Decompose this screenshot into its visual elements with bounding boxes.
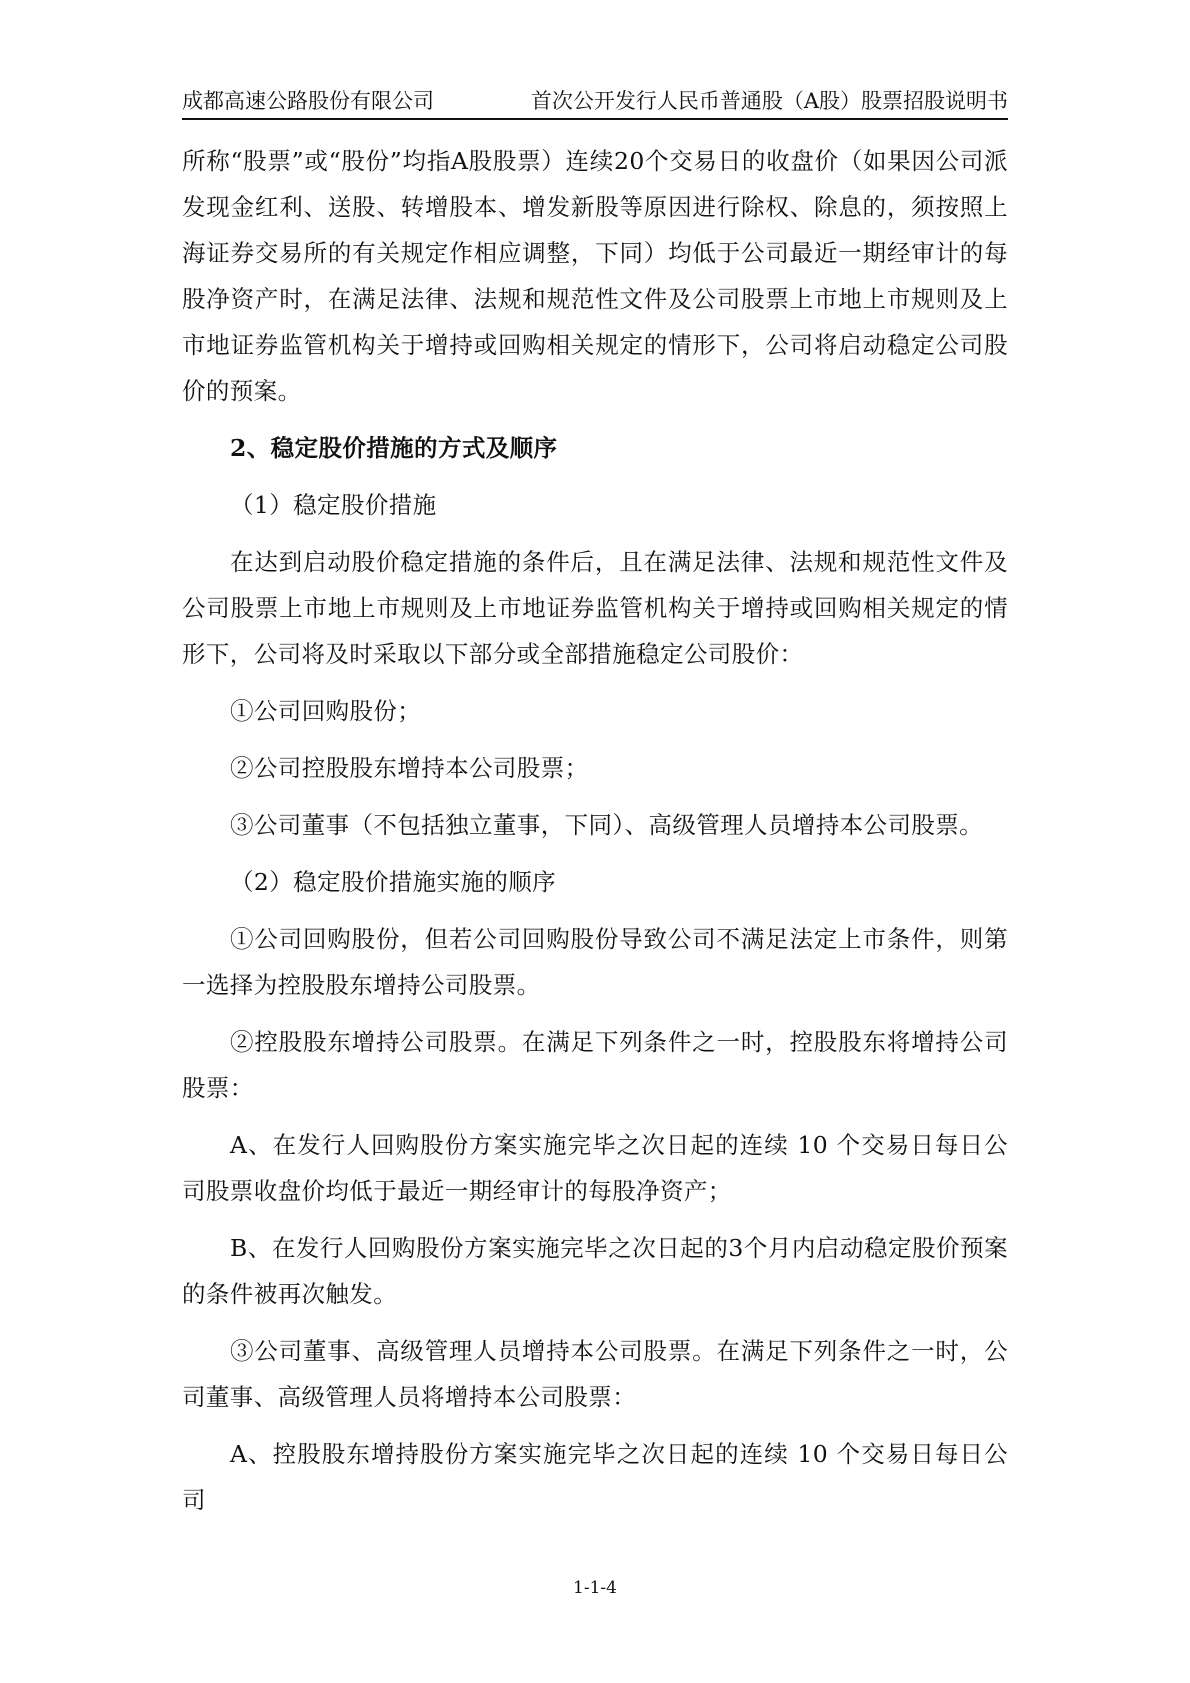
header-company-name: 成都高速公路股份有限公司: [182, 89, 434, 113]
document-body: [182, 138, 1008, 1534]
paragraph: 所称“股票”或“股份”均指A股股票）连续20个交易日的收盘价（如果因公司派发现金红利、送股、转增股本、增发新股等原因进行除权、除息的，须按照上海证券交易所的有关规定作相应调整，下同）均低于公司最近一期经审计的每股净资产时，在满足法律、法规和规范性文件及公司股票上市地上市规则及上市地证券监管机构关于增持或回购相关规定的情形下，公司将启动稳定公司股价的预案。: [182, 147, 1008, 405]
page-number: 1-1-4: [573, 1578, 617, 1598]
list-item: ①公司回购股份；: [230, 697, 422, 725]
paragraph: ①公司回购股份，但若公司回购股份导致公司不满足法定上市条件，则第一选择为控股股东增持公司股票。: [182, 925, 1008, 999]
condition-item: A、控股股东增持股份方案实施完毕之次日起的连续 10 个交易日每日公司: [182, 1440, 1008, 1514]
page-header: [182, 82, 1008, 120]
subsection-heading: （1）稳定股价措施: [230, 491, 437, 519]
paragraph: ③公司董事、高级管理人员增持本公司股票。在满足下列条件之一时，公司董事、高级管理人员将增持本公司股票：: [182, 1337, 1008, 1411]
paragraph: ②控股股东增持公司股票。在满足下列条件之一时，控股股东将增持公司股票：: [182, 1028, 1008, 1102]
list-item: ②公司控股股东增持本公司股票；: [230, 754, 589, 782]
header-document-title: 首次公开发行人民币普通股（A股）股票招股说明书: [530, 89, 1008, 113]
subsection-heading: （2）稳定股价措施实施的顺序: [230, 868, 557, 896]
section-heading: 2、稳定股价措施的方式及顺序: [230, 434, 558, 462]
condition-item: B、在发行人回购股份方案实施完毕之次日起的3个月内启动稳定股价预案的条件被再次触发。: [182, 1234, 1008, 1308]
paragraph: 在达到启动股价稳定措施的条件后，且在满足法律、法规和规范性文件及公司股票上市地上市规则及上市地证券监管机构关于增持或回购相关规定的情形下，公司将及时采取以下部分或全部措施稳定公司股价：: [182, 548, 1008, 668]
list-item: ③公司董事（不包括独立董事，下同）、高级管理人员增持本公司股票。: [230, 811, 984, 839]
condition-item: A、在发行人回购股份方案实施完毕之次日起的连续 10 个交易日每日公司股票收盘价均低于最近一期经审计的每股净资产；: [182, 1131, 1008, 1205]
